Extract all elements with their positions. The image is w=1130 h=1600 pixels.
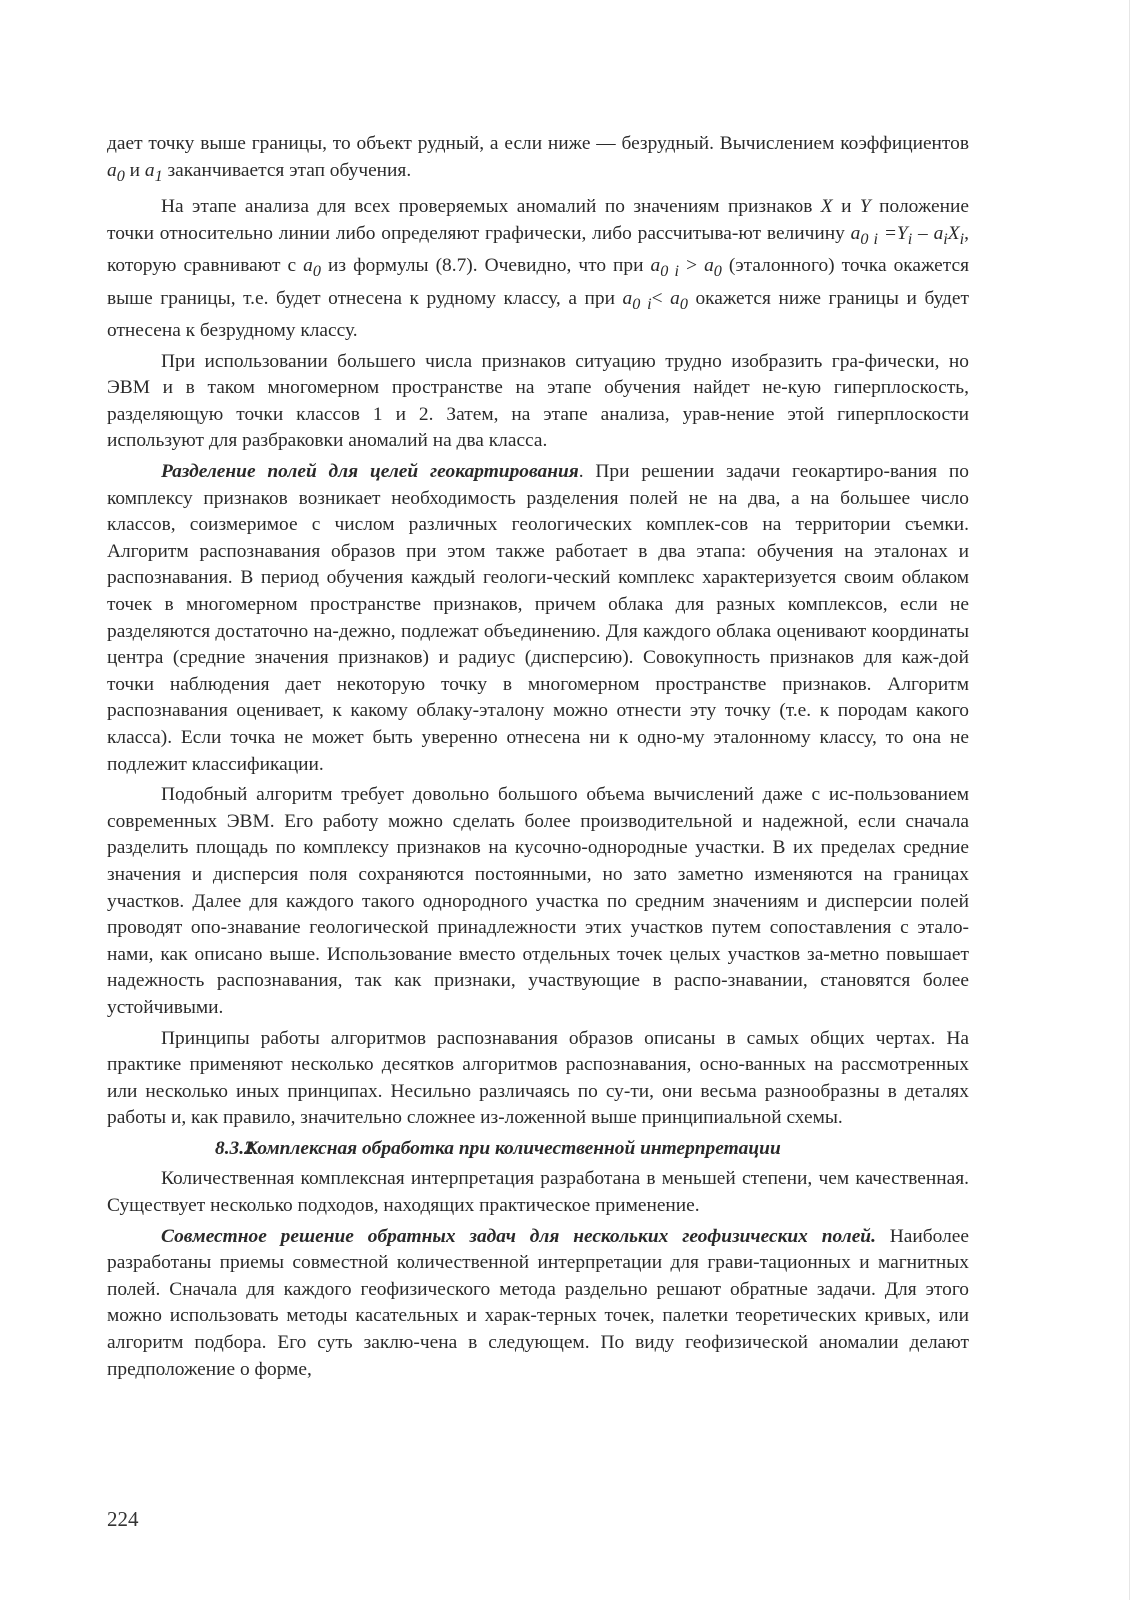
body-text bbox=[107, 131, 969, 1387]
p4-text: . При решении задачи геокартиро-вания по комплексу признаков возникает необходимость разделения полей не на два, а на большее число классов, соизмеримое с числом различных геологических комплек-сов на территории съемки. Алгоритм распознавания образов при этом также работает в два этапа: обучения на эталонах и распознавания. В период обучения каждый геологи-ческий комплекс характеризуется своим облаком точек в многомерном пространстве признаков, причем облака для разных комплексов, если не разделяются достаточно на-дежно, подлежат объединению. Для каждого облака оценивают координаты центра (средние значения признаков) и радиус (дисперсию). Совокупность признаков для каж-дой точки наблюдения дает некоторую точку в многомерном пространстве признаков. Алгоритм распознавания оценивает, к какому облаку-эталону можно отнести эту точку (т.е. к породам какого класса). Если точка не может быть уверенно отнесена ни к одно-му эталонному классу, то она не подлежит классификации. bbox=[107, 461, 969, 775]
p2-formula-sub: 0 i bbox=[860, 230, 878, 248]
p2-formula-sub-i: i bbox=[907, 230, 913, 248]
p2-formula-x: X bbox=[947, 222, 960, 244]
p2-a0-b-sub: 0 bbox=[312, 263, 321, 280]
paragraph-6: Принципы работы алгоритмов распознавания образов описаны в самых общих чертах. На практике применяют несколько десятков алгоритмов распознавания, осно-ванных на рассмотренных или несколько иных принципах. Несильно различаясь по су-ти, они весьма разнообразны в деталях работы и, как правило, значительно сложнее из-ложенной выше принципиальной схемы. bbox=[107, 1027, 969, 1129]
p2-y: Y bbox=[859, 196, 871, 218]
p1-a1: a bbox=[144, 159, 155, 181]
p2-and: и bbox=[832, 196, 860, 218]
paragraph-5: Подобный алгоритм требует довольно большого объема вычислений даже с ис-пользованием современных ЭВМ. Его работу можно сделать более производительной и надежной, если сначала разделить площадь по комплексу признаков на кусочно-однородные участки. В их пределах средние значения и дисперсия поля сохраняются постоянными, но зато заметно изменяются на границах участков. Далее для каждого такого однородного участка по средним значениям и дисперсии полей проводят опо-знавание геологической принадлежности этих участков путем сопоставления с этало-нами, как описано выше. Использование вместо отдельных точек целых участков за-метно повышает надежность распознавания, так как признаки, участвующие в распо-знавании, становятся более устойчивыми. bbox=[107, 784, 969, 1018]
p2-c1-b: a bbox=[704, 255, 714, 277]
p2-formula-sub-i3: i bbox=[959, 230, 965, 248]
p2-a0-b: a bbox=[303, 255, 313, 277]
p2-c2-b-sub: 0 bbox=[679, 295, 688, 313]
p2-c2: a bbox=[622, 287, 633, 309]
paragraph-7: Количественная комплексная интерпретация разработана в меньшей степени, чем качественная. Существует несколько подходов, находящих практическое применение. bbox=[107, 1168, 969, 1217]
p2-c2-b: a bbox=[670, 287, 680, 309]
page-number: 224 bbox=[107, 1507, 139, 1531]
p2-gt: > bbox=[679, 255, 705, 277]
p1-sub1: 1 bbox=[154, 167, 163, 185]
paragraph-2 bbox=[107, 194, 969, 345]
p1-text-b: заканчивается этап обучения. bbox=[162, 159, 412, 181]
p2-formula-minus: – a bbox=[912, 222, 944, 244]
p1-text-a: дает точку выше границы, то объект рудный, а если ниже — безрудный. Вычислением коэффициентов bbox=[107, 133, 969, 154]
section-number: 8.3.2 bbox=[215, 1137, 254, 1159]
p1-and: и bbox=[124, 159, 145, 181]
p8-lead: Совместное решение обратных задач для нескольких геофизических полей. bbox=[161, 1225, 876, 1247]
p2-text-e: (эталонного) точка окажется выше границы, т.е. будет отнесена к рудному классу, а при bbox=[107, 255, 969, 309]
p2-text-a: На этапе анализа для всех проверяемых аномалий по значениям признаков bbox=[161, 196, 821, 218]
section-heading bbox=[107, 1136, 969, 1163]
paragraph-4 bbox=[107, 459, 969, 778]
p2-x: X bbox=[820, 196, 833, 218]
p2-formula-rest: =Y bbox=[877, 222, 908, 244]
p2-text-d: из формулы (8.7). Очевидно, что при bbox=[320, 255, 651, 277]
p2-c1-b-sub: 0 bbox=[713, 263, 722, 280]
paragraph-3: При использовании большего числа признаков ситуацию трудно изобразить гра-фически, но ЭВМ и в таком многомерном пространстве на этапе обучения найдет не-кую гиперплоскость, разделяющую точки классов 1 и 2. Затем, на этапе анализа, урав-нение этой гиперплоскости используют для разбраковки аномалий на два класса. bbox=[107, 350, 969, 452]
p8-text: Наиболее разработаны приемы совместной количественной интерпретации для грави-тационных и магнитных полей. Сначала для каждого геофизического метода раздельно решают обратные задачи. Для этого можно использовать методы касательных и харак-терных точек, палетки теоретических кривых, или алгоритм подбора. Его суть заклю-чена в следующем. По виду геофизической аномалии делают предположение о форме, bbox=[107, 1225, 969, 1380]
p2-c1: a bbox=[650, 255, 661, 277]
p1-sub0: 0 bbox=[116, 167, 125, 185]
p2-lt: < bbox=[651, 287, 671, 309]
section-title: Комплексная обработка при количественной интерпретации bbox=[245, 1137, 781, 1159]
p4-lead: Разделение полей для целей геокартирования bbox=[161, 461, 579, 483]
p2-text-f: окажется ниже границы и будет отнесена к безрудному классу. bbox=[107, 287, 969, 342]
p2-c2-sub: 0 i bbox=[632, 295, 652, 313]
p2-text-b: положение точки относительно линии либо определяют графически, либо рассчитыва-ют величину bbox=[107, 196, 969, 244]
p2-c1-sub: 0 i bbox=[660, 263, 680, 280]
paragraph-1 bbox=[107, 131, 969, 190]
p1-a0: a bbox=[107, 159, 117, 181]
p2-text-c: , которую сравнивают с bbox=[107, 222, 969, 277]
paragraph-8 bbox=[107, 1224, 969, 1384]
p2-formula: a bbox=[850, 222, 861, 244]
p2-formula-sub-i2: i bbox=[943, 230, 948, 248]
